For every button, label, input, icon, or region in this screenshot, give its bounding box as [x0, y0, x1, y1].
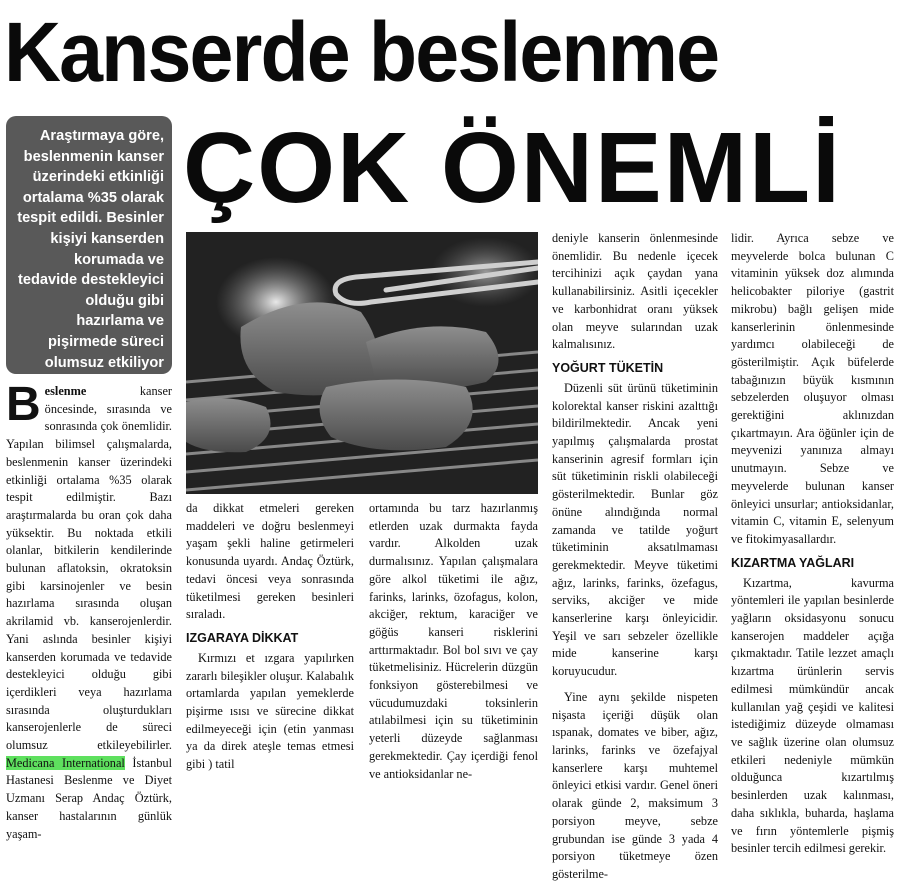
col1-text-b: İstanbul Hastanesi Beslenme ve Diyet Uzmanı Serap Andaç Öztürk, kanser hastalarının günlük yaşam- — [6, 755, 172, 841]
grill-photo — [186, 232, 538, 494]
column-1 — [6, 378, 172, 843]
summary-text: Araştırmaya göre, beslenmenin kanser üzerindeki etkinliği ortalama %35 olarak tespit edildi. Besinler kişiyi kanserden korumada ve tedavide destekleyici olduğu gibi hazırlama ve pişirmede süreci olumsuz etkiliyor — [17, 128, 164, 371]
column-2 — [186, 500, 354, 774]
column-3 — [369, 500, 538, 783]
col4-paragraph-3: Yine aynı şekilde nispeten nişasta içeriği düşük olan ıspanak, domates ve biber, ağız, larinks, farinks ve özefajyal kanserlere karşı muhtemel önleyici etkisi vardır. Genel öneri olarak günde 2, maksimum 3 porsiyon meyve, sebze grubundan ise günde 3 yada 4 porsiyon tüketmeye özen gösterilme- — [552, 689, 718, 881]
col4-paragraph-1: deniyle kanserin önlenmesinde önemlidir. Bu nedenle içecek tercihinizi açık çaydan yana kullanabilirsiniz. Asitli içecekler ve karbonhidrat oranı yüksek olan meyve sularından uzak kalmalısınız. — [552, 231, 718, 352]
col4-paragraph-2: Düzenli süt ürünü tüketiminin kolorektal kanser riskini azalttığı bildirilmektedir. Ancak yeni yapılmış çalışmalarda prostat kanserinin agresif formları için süt tüketiminin riskli olabileceği gösterilmektedir. Bunlar göz önüne alındığında normal zamanda ve tatilde yoğurt tüketiminin aksatılmaması gerekmektedir. Meyve tüketimi ağız, larinks, farinks, özefagus, serviks, akciğer ve mide kanserlerine karşı önleyicidir. Yeşil ve sarı sebzeler özellikle mide kanserine karşı koruyucudur. — [552, 380, 718, 679]
col3-paragraph-1: ortamında bu tarz hazırlanmış etlerden uzak durmakta fayda vardır. Alkolden uzak durmalısınız. Yapılan çalışmalara göre alkol tüketimi ile ağız, farinks, larinks, özofagus, kolon, akciğer, rektum, karaciğer ve göğüs kanseri risklerini arttırmaktadır. Bol bol sıvı ve çay tüketmelisiniz. Hücrelerin düzgün fonksiyon gösterebilmesi ve vücudumuzdaki toksinlerin atılabilmesi için su tüketiminin yeterli düzeyde sağlanması gerekmektedir. Çay içerdiği fenol ve antioksidanlar ne- — [369, 501, 538, 781]
hospital-highlight: Medicana International — [6, 755, 125, 770]
lead-paragraph — [6, 378, 172, 843]
col5-paragraph-2: Kızartma, kavurma yöntemleri ile yapılan besinlerde yağların oksidasyonu sonucu kanserojen maddeler açığa çıkmaktadır. Tatile lezzet amaçlı kızartma ürünlerin servis edilmesi mümkündür ancak kullanılan yağ çeşidi ve kalitesi istediğimiz düzeyde olmaması ve sağlık üzerine olan olumsuz etkileri nedeniyle mümkün olduğunca kızartılmış besinlerden uzak kalınması, daha sıklıkla, buharda, haşlama ve fırın yöntemlerle pişmiş besinler tercih edilmesi gerekir. — [731, 575, 894, 856]
column-5 — [731, 230, 894, 858]
col5-paragraph-1: lidir. Ayrıca sebze ve meyvelerde bolca bulunan C vitaminin yüksek doz alımında helicobakter piloriye (gastrit mikrobu) bağlı gelişen mide kanserlerinin önlenmesinde yardımcı olabileceği de gösterilmiştir. Açık büfelerde tabağınızın büyük kısmının sebzelerden oluşuyor olması gerektiğini aklınızdan çıkartmayın. Ara öğünler için de meyvenizi yanınıza almayı unutmayın. Sebze ve meyvelerde bulunan kanser önleyici unsurlar; antioksidanlar, vitamin C, vitamin E, selenyum ve fitokimyasallardır. — [731, 231, 894, 546]
grill-illustration — [186, 232, 538, 494]
subheadline: ÇOK ÖNEMLİ — [183, 112, 842, 224]
section-heading-yogurt: YOĞURT TÜKETİN — [552, 360, 664, 375]
lead-bold: eslenme — [44, 384, 87, 398]
headline: Kanserde beslenme — [4, 5, 719, 99]
section-heading-kizartma: KIZARTMA YAĞLARI — [731, 555, 855, 570]
column-4 — [552, 230, 718, 884]
col2-paragraph-1: da dikkat etmeleri gereken maddeleri ve doğru beslenmeyi yaşam şekli haline getirmeleri konusunda uyardı. Andaç Öztürk, tedavi öncesi veya sonrasında tüketilmesi gereken besinleri sıraladı. — [186, 501, 354, 622]
summary-box — [6, 116, 172, 374]
col1-text-a: kanser öncesinde, sırasında ve sonrasında çok önemlidir. Yapılan bilimsel çalışmalarda, beslenmenin kanser üzerindeki etkinliği ortalama %35 olarak tespit edilmiştir. Bazı araştırmalarda bu oran çok daha yüksektir. Bu noktada etkili olanlar, bitkilerin kendilerinde bulunan aflatoksin, okratoksin gibi karsinojenler ve besin hazırlama sırasında oluşan akrilamid vb. kanserojenlerdir. Yani aslında besinler kişiyi kanserden korumada ve tedavide destekleyici olduğu gibi içerdikleri veya hazırlama sırasında oluşturdukları kanserojenlerle de süreci olumsuz etkileyebilirler. — [6, 384, 172, 753]
drop-cap: B — [6, 378, 41, 431]
col2-paragraph-2: Kırmızı et ızgara yapılırken zararlı bileşikler oluşur. Kalabalık ortamlarda yapılan yemeklerde pişirme ısısı ve sürecine dikkat edilmeyeceği için (etin yanması ya da direk ateşle temas etmesi gibi ) tatil — [186, 650, 354, 772]
section-heading-izgara: IZGARAYA DİKKAT — [186, 630, 299, 645]
